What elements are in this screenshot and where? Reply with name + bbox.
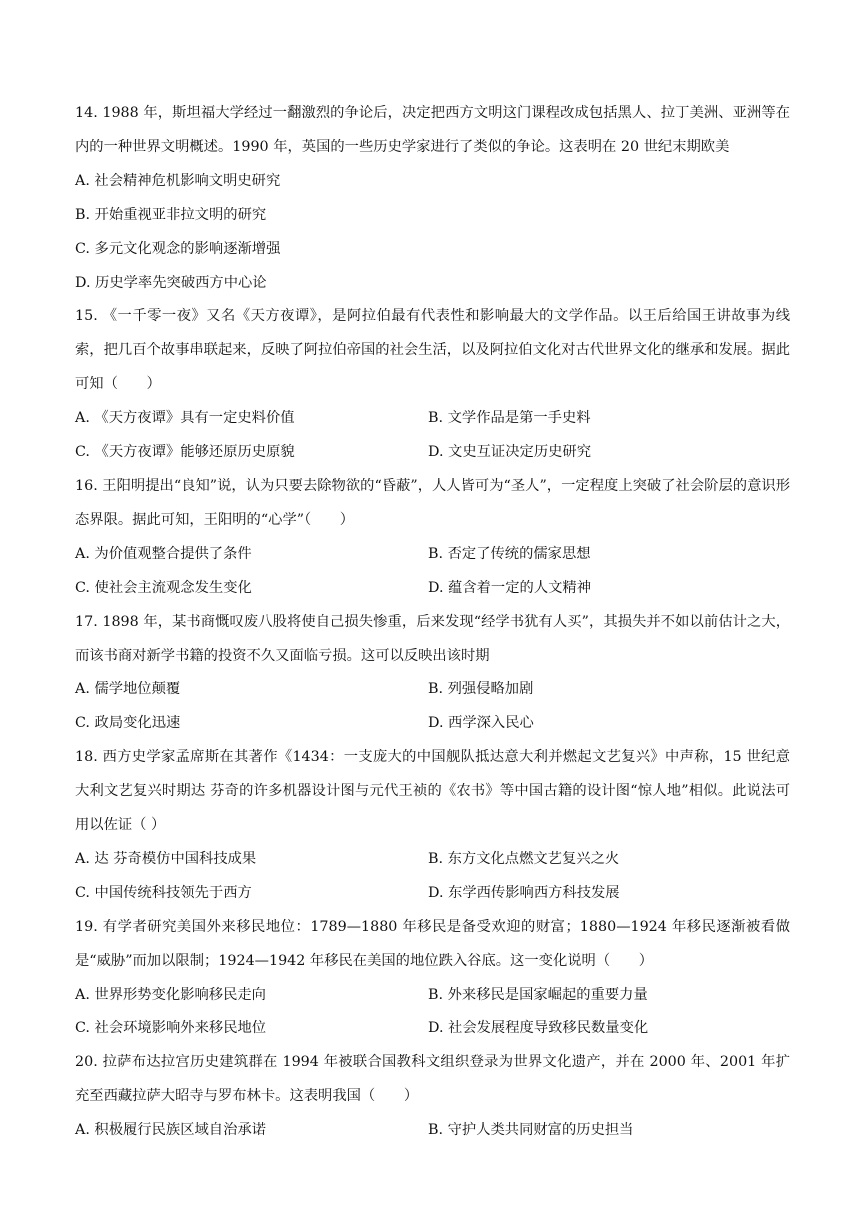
option-a: A. 《天方夜谭》具有一定史料价值 [75,410,295,427]
question-stem: 18. 西方史学家孟席斯在其著作《1434：一支庞大的中国舰队抵达意大利并燃起文艺复兴》中声称，15 世纪意大利文艺复兴时期达 芬奇的许多机器设计图与元代王祯的《农书》等中国古籍的设计图“惊人地”相似。此说法可用以佐证（ ） [75,749,790,834]
option-d: D. 东学西传影响西方科技发展 [428,884,620,901]
option-d: D. 历史学率先突破西方中心论 [75,274,267,291]
option-a: A. 儒学地位颠覆 [75,681,181,698]
option-a: A. 世界形势变化影响移民走向 [75,986,266,1003]
option-a: A. 为价值观整合提供了条件 [75,545,252,562]
option-b: B. 列强侵略加剧 [428,681,534,698]
question-20 [75,1046,790,1148]
question-15 [75,300,790,470]
question-14 [75,97,790,300]
question-stem: 20. 拉萨布达拉宫历史建筑群在 1994 年被联合国教科文组织登录为世界文化遗产，并在 2000 年、2001 年扩充至西藏拉萨大昭寺与罗布林卡。这表明我国（ ） [75,1054,790,1105]
options-row [75,1012,790,1046]
option-b: B. 守护人类共同财富的历史担当 [428,1122,634,1139]
question-list [75,97,790,1148]
option-b: B. 东方文化点燃文艺复兴之火 [428,850,620,867]
question-17 [75,606,790,742]
option-c: C. 社会环境影响外来移民地位 [75,1020,267,1037]
option-b: B. 否定了传统的儒家思想 [428,545,591,562]
options-row [75,877,790,911]
options-row [75,538,790,572]
option-a: A. 社会精神危机影响文明史研究 [75,172,281,189]
question-stem: 14. 1988 年，斯坦福大学经过一翻激烈的争论后，决定把西方文明这门课程改成包括黑人、拉丁美洲、亚洲等在内的一种世界文明概述。1990 年，英国的一些历史学家进行了类似的争论。这表明在 20 世纪末期欧美 [75,105,790,155]
option-a: A. 积极履行民族区域自治承诺 [75,1122,266,1139]
option-d: D. 蕴含着一定的人文精神 [428,579,592,596]
options-row [75,436,790,470]
option-d: D. 社会发展程度导致移民数量变化 [428,1020,649,1037]
option-c: C. 中国传统科技领先于西方 [75,884,252,901]
question-19 [75,911,790,1047]
question-18 [75,741,790,911]
options-row [75,843,790,877]
option-d: D. 文史互证决定历史研究 [428,444,592,461]
options-row [75,979,790,1013]
option-c: C. 使社会主流观念发生变化 [75,579,252,596]
option-c: C. 多元文化观念的影响逐渐增强 [75,240,281,257]
question-stem: 19. 有学者研究美国外来移民地位：1789—1880 年移民是备受欢迎的财富；1880—1924 年移民逐渐被看做是“威胁”而加以限制；1924—1942 年移民在美国的地位跌入谷底。这一变化说明（ ） [75,918,790,969]
option-b: B. 开始重视亚非拉文明的研究 [75,206,267,223]
options-row [75,707,790,741]
option-b: B. 外来移民是国家崛起的重要力量 [428,986,648,1003]
option-b: B. 文学作品是第一手史料 [428,410,591,427]
question-stem: 17. 1898 年，某书商慨叹废八股将使自己损失惨重，后来发现“经学书犹有人买”，其损失并不如以前估计之大，而该书商对新学书籍的投资不久又面临亏损。这可以反映出该时期 [75,613,790,664]
options-row [75,572,790,606]
question-stem: 15. 《一千零一夜》又名《天方夜谭》，是阿拉伯最有代表性和影响最大的文学作品。以王后给国王讲故事为线索，把几百个故事串联起来，反映了阿拉伯帝国的社会生活，以及阿拉伯文化对古代世界文化的继承和发展。据此可知（ ） [75,308,790,393]
question-16 [75,470,790,606]
option-a: A. 达 芬奇模仿中国科技成果 [75,850,257,867]
option-c: C. 政局变化迅速 [75,715,181,732]
option-d: D. 西学深入民心 [428,715,534,732]
options-row [75,1114,790,1148]
options-row [75,673,790,707]
question-stem: 16. 王阳明提出“良知”说，认为只要去除物欲的“昏蔽”，人人皆可为“圣人”，一定程度上突破了社会阶层的意识形态界限。据此可知，王阳明的“心学”（ ） [75,477,790,528]
option-c: C. 《天方夜谭》能够还原历史原貌 [75,444,295,461]
options-row [75,402,790,436]
